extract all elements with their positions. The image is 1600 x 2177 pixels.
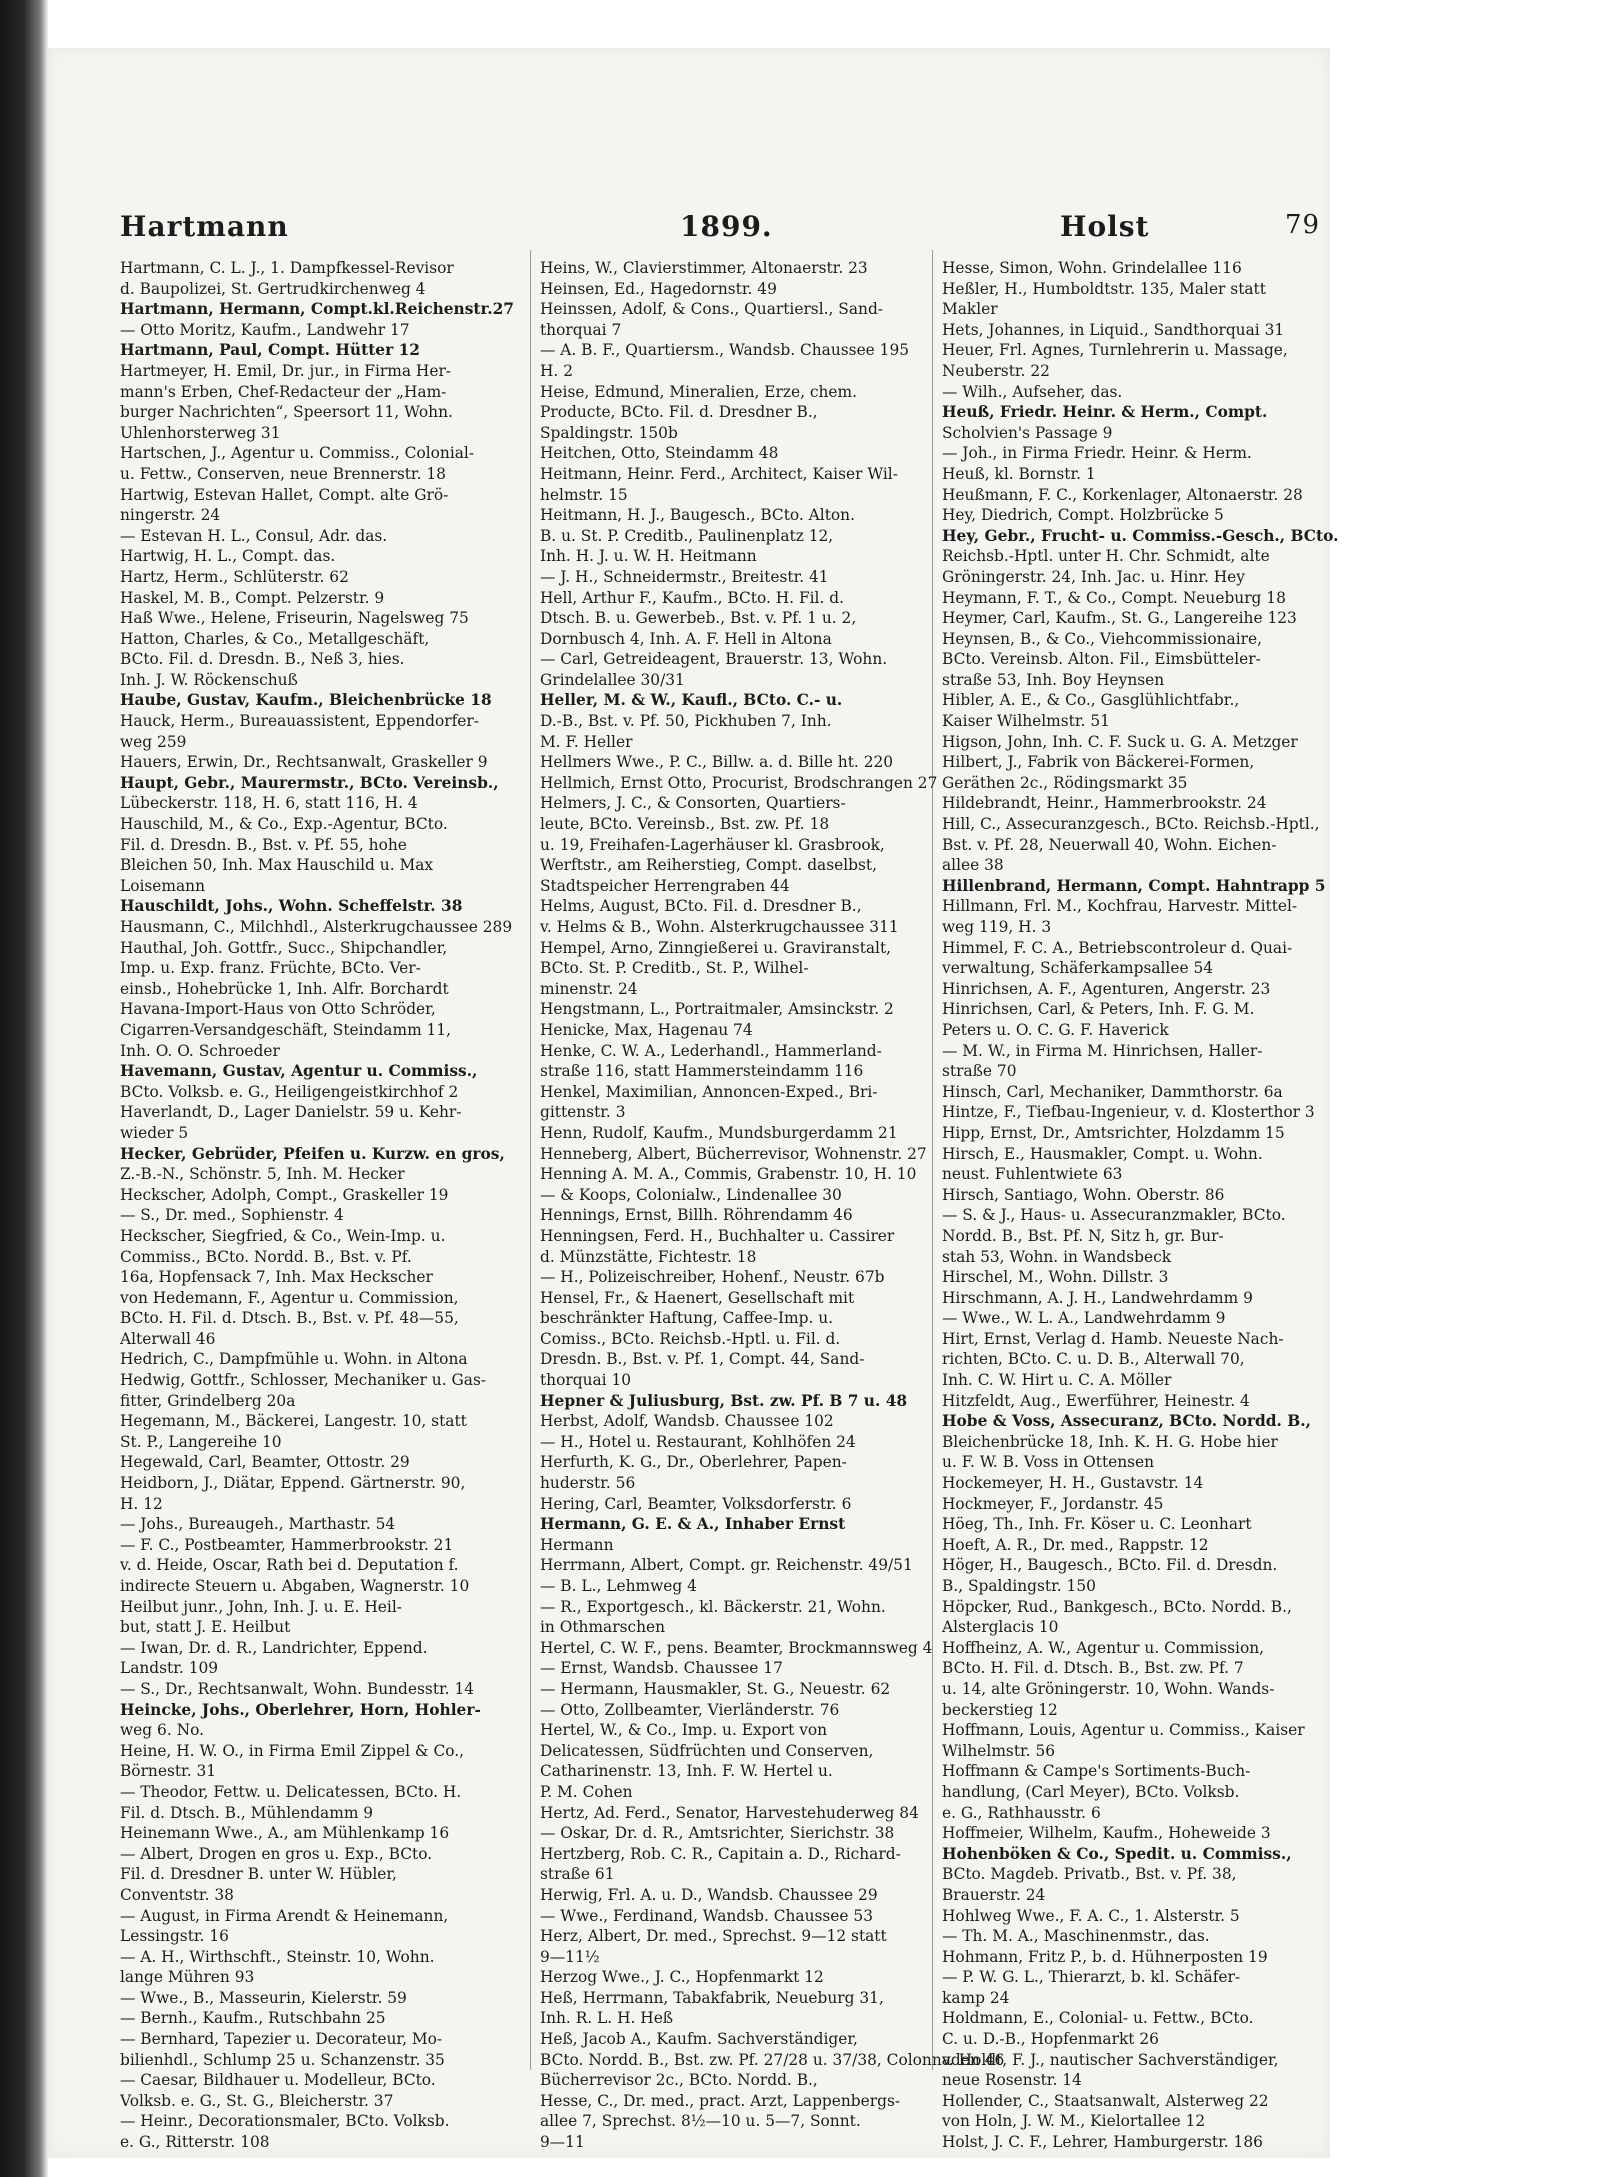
directory-entry-line: e. G., Rathhausstr. 6: [942, 1803, 1101, 1822]
directory-entry-line: Heymann, F. T., & Co., Compt. Neueburg 18: [942, 588, 1286, 607]
directory-entry-line: Alsterglacis 10: [942, 1618, 1059, 1637]
directory-entry-line: Higson, John, Inh. C. F. Suck u. G. A. Metzger: [942, 732, 1298, 751]
directory-entry-line: Hoffmann, Louis, Agentur u. Commiss., Kaiser: [942, 1721, 1305, 1740]
directory-entry-line: Commiss., BCto. Nordd. B., Bst. v. Pf.: [120, 1247, 412, 1266]
directory-entry-line: Spaldingstr. 150b: [540, 423, 678, 442]
directory-entry-line: mann's Erben, Chef-Redacteur der „Ham-: [120, 382, 447, 401]
directory-entry-line: Heidborn, J., Diätar, Eppend. Gärtnerstr. 90,: [120, 1474, 466, 1493]
directory-entry-line: kamp 24: [942, 1988, 1010, 2007]
directory-entry-line: Haverlandt, D., Lager Danielstr. 59 u. Kehr-: [120, 1103, 462, 1122]
directory-entry-line: Z.-B.-N., Schönstr. 5, Inh. M. Hecker: [120, 1165, 405, 1184]
header-year: 1899.: [680, 210, 773, 243]
directory-entry-line: Henn, Rudolf, Kaufm., Mundsburgerdamm 21: [540, 1123, 898, 1142]
directory-entry-line: Heß, Jacob A., Kaufm. Sachverständiger,: [540, 2030, 858, 2049]
directory-entry-line: u. 14, alte Gröningerstr. 10, Wohn. Wands-: [942, 1679, 1275, 1698]
directory-entry-line: in Othmarschen: [540, 1618, 666, 1637]
directory-entry-line: Grindelallee 30/31: [540, 670, 685, 689]
directory-entry-line: — H., Hotel u. Restaurant, Kohlhöfen 24: [540, 1432, 856, 1451]
directory-entry-line: Hillenbrand, Hermann, Compt. Hahntrapp 5: [942, 876, 1326, 895]
directory-entry-line: u. F. W. B. Voss in Ottensen: [942, 1453, 1155, 1472]
directory-entry-line: u. 19, Freihafen-Lagerhäuser kl. Grasbrook,: [540, 835, 885, 854]
directory-entry-line: Hets, Johannes, in Liquid., Sandthorquai 31: [942, 320, 1285, 339]
directory-entry-line: — F. C., Postbeamter, Hammerbrookstr. 21: [120, 1535, 454, 1554]
directory-entry-line: Hockmeyer, F., Jordanstr. 45: [942, 1494, 1164, 1513]
directory-entry-line: BCto. Nordd. B., Bst. zw. Pf. 27/28 u. 37/38, Colonnaden 46: [540, 2050, 1005, 2069]
directory-entry-line: Inh. H. J. u. W. H. Heitmann: [540, 547, 757, 566]
directory-entry-line: thorquai 7: [540, 320, 622, 339]
directory-entry-line: Hecker, Gebrüder, Pfeifen u. Kurzw. en gros,: [120, 1144, 505, 1163]
directory-entry-line: — Albert, Drogen en gros u. Exp., BCto.: [120, 1844, 433, 1863]
directory-entry-line: — Otto Moritz, Kaufm., Landwehr 17: [120, 320, 410, 339]
directory-entry-line: Inh. O. O. Schroeder: [120, 1041, 280, 1060]
directory-entry-line: Hinrichsen, A. F., Agenturen, Angerstr. 23: [942, 979, 1271, 998]
directory-entry-line: Heckscher, Siegfried, & Co., Wein-Imp. u.: [120, 1226, 446, 1245]
directory-entry-line: Hartz, Herm., Schlüterstr. 62: [120, 567, 349, 586]
scan-left-edge: [0, 0, 48, 2177]
directory-entry-line: B. u. St. P. Creditb., Paulinenplatz 12,: [540, 526, 834, 545]
header-first-name: Hartmann: [120, 210, 289, 243]
directory-entry-line: indirecte Steuern u. Abgaben, Wagnerstr. 10: [120, 1577, 470, 1595]
directory-entry-line: P. M. Cohen: [540, 1782, 633, 1801]
directory-entry-line: Gröningerstr. 24, Inh. Jac. u. Hinr. Hey: [942, 567, 1245, 586]
directory-entry-line: — J. H., Schneidermstr., Breitestr. 41: [540, 567, 829, 586]
directory-entry-line: — Wilh., Aufseher, das.: [942, 382, 1123, 401]
directory-entry-line: Hobe & Voss, Assecuranz, BCto. Nordd. B.,: [942, 1412, 1311, 1431]
directory-entry-line: Stadtspeicher Herrengraben 44: [540, 876, 790, 895]
directory-entry-line: Henicke, Max, Hagenau 74: [540, 1020, 753, 1039]
directory-entry-line: Hauck, Herm., Bureauassistent, Eppendorfer-: [120, 712, 479, 731]
directory-entry-line: Lübeckerstr. 118, H. 6, statt 116, H. 4: [120, 794, 418, 813]
directory-entry-line: Hengstmann, L., Portraitmaler, Amsinckstr. 2: [540, 1000, 894, 1019]
directory-entry-line: d. Baupolizei, St. Gertrudkirchenweg 4: [120, 279, 426, 298]
directory-entry-line: Landstr. 109: [120, 1659, 219, 1678]
directory-entry-line: BCto. H. Fil. d. Dtsch. B., Bst. v. Pf. 48—55,: [120, 1309, 459, 1328]
directory-entry-line: wieder 5: [120, 1123, 189, 1142]
directory-entry-line: Hohmann, Fritz P., b. d. Hühnerposten 19: [942, 1947, 1268, 1966]
directory-entry-line: straße 61: [540, 1865, 615, 1884]
directory-entry-line: von Hedemann, F., Agentur u. Commission,: [120, 1288, 459, 1307]
directory-entry-line: Hitzfeldt, Aug., Ewerführer, Heinestr. 4: [942, 1391, 1250, 1410]
directory-entry-line: Börnestr. 31: [120, 1762, 217, 1781]
directory-entry-line: Scholvien's Passage 9: [942, 423, 1113, 442]
directory-entry-line: Hatton, Charles, & Co., Metallgeschäft,: [120, 629, 430, 648]
directory-entry-line: Henningsen, Ferd. H., Buchhalter u. Cassirer: [540, 1226, 895, 1245]
directory-entry-line: Henkel, Maximilian, Annoncen-Exped., Bri-: [540, 1082, 878, 1101]
directory-entry-line: Hartmann, Hermann, Compt.kl.Reichenstr.27: [120, 300, 514, 319]
directory-entry-line: Delicatessen, Südfrüchten und Conserven,: [540, 1741, 874, 1760]
directory-entry-line: minenstr. 24: [540, 979, 638, 998]
directory-entry-line: Heß, Herrmann, Tabakfabrik, Neueburg 31,: [540, 1988, 884, 2007]
directory-entry-line: Heßler, H., Humboldtstr. 135, Maler statt: [942, 279, 1266, 298]
directory-entry-line: neust. Fuhlentwiete 63: [942, 1165, 1123, 1184]
directory-entry-line: — Wwe., B., Masseurin, Kielerstr. 59: [120, 1988, 407, 2007]
directory-entry-line: Heise, Edmund, Mineralien, Erze, chem.: [540, 382, 857, 401]
directory-entry-line: BCto. Vereinsb. Alton. Fil., Eimsbütteler-: [942, 650, 1261, 669]
directory-entry-line: fitter, Grindelberg 20a: [120, 1391, 296, 1410]
directory-entry-line: Hesse, Simon, Wohn. Grindelallee 116: [942, 259, 1242, 277]
directory-entry-line: Heins, W., Clavierstimmer, Altonaerstr. 23: [540, 259, 868, 277]
directory-entry-line: Conventstr. 38: [120, 1885, 234, 1904]
directory-entry-line: v. d. Heide, Oscar, Rath bei d. Deputation f.: [120, 1556, 459, 1575]
directory-entry-line: Henneberg, Albert, Bücherrevisor, Wohnenstr. 27: [540, 1144, 927, 1163]
scan-right-margin: [1330, 0, 1600, 2177]
directory-entry-line: Hoffmeier, Wilhelm, Kaufm., Hoheweide 3: [942, 1824, 1271, 1843]
directory-entry-line: helmstr. 15: [540, 485, 628, 504]
directory-entry-line: Heinssen, Adolf, & Cons., Quartiersl., Sand-: [540, 300, 883, 319]
directory-entry-line: Lessingstr. 16: [120, 1927, 229, 1946]
directory-entry-line: Hellmich, Ernst Otto, Procurist, Brodschrangen 27: [540, 773, 938, 792]
directory-entry-line: Helms, August, BCto. Fil. d. Dresdner B.,: [540, 897, 862, 916]
directory-entry-line: u. Fettw., Conserven, neue Brennerstr. 18: [120, 464, 446, 483]
directory-entry-line: Herrmann, Albert, Compt. gr. Reichenstr. 49/51: [540, 1556, 913, 1575]
directory-entry-line: Hartmann, C. L. J., 1. Dampfkessel-Revisor: [120, 259, 454, 277]
directory-entry-line: beckerstieg 12: [942, 1700, 1058, 1719]
directory-entry-line: 9—11: [540, 2133, 585, 2152]
directory-entry-line: Hensel, Fr., & Haenert, Gesellschaft mit: [540, 1288, 855, 1307]
directory-entry-line: Dtsch. B. u. Gewerbeb., Bst. v. Pf. 1 u. 2,: [540, 609, 857, 628]
directory-entry-line: Helmers, J. C., & Consorten, Quartiers-: [540, 794, 846, 813]
directory-entry-line: Hinsch, Carl, Mechaniker, Dammthorstr. 6a: [942, 1082, 1283, 1101]
directory-entry-line: Dresdn. B., Bst. v. Pf. 1, Compt. 44, Sand-: [540, 1350, 865, 1369]
directory-entry-line: Hartschen, J., Agentur u. Commiss., Colonial-: [120, 444, 475, 463]
directory-entry-line: Wilhelmstr. 56: [942, 1741, 1056, 1760]
column-divider: [530, 250, 531, 2070]
directory-entry-line: Hertel, C. W. F., pens. Beamter, Brockmannsweg 4: [540, 1638, 933, 1657]
directory-column-left: [120, 258, 530, 2152]
directory-entry-line: — M. W., in Firma M. Hinrichsen, Haller-: [942, 1041, 1263, 1060]
directory-entry-line: Höeg, Th., Inh. Fr. Köser u. C. Leonhart: [942, 1515, 1252, 1534]
directory-entry-line: Herzog Wwe., J. C., Hopfenmarkt 12: [540, 1968, 824, 1987]
directory-entry-line: — P. W. G. L., Thierarzt, b. kl. Schäfer-: [942, 1968, 1241, 1987]
directory-entry-line: Heitmann, H. J., Baugesch., BCto. Alton.: [540, 506, 855, 525]
directory-entry-line: Hauschild, M., & Co., Exp.-Agentur, BCto.: [120, 815, 448, 834]
directory-entry-line: — H., Polizeischreiber, Hohenf., Neustr. 67b: [540, 1268, 885, 1287]
directory-entry-line: beschränkter Haftung, Caffee-Imp. u.: [540, 1309, 834, 1328]
directory-entry-line: Hipp, Ernst, Dr., Amtsrichter, Holzdamm 15: [942, 1123, 1285, 1142]
directory-entry-line: Hirsch, Santiago, Wohn. Oberstr. 86: [942, 1185, 1225, 1204]
directory-entry-line: Fil. d. Dtsch. B., Mühlendamm 9: [120, 1803, 374, 1822]
directory-entry-line: Alterwall 46: [120, 1329, 216, 1348]
directory-entry-line: Fil. d. Dresdn. B., Bst. v. Pf. 55, hohe: [120, 835, 407, 854]
directory-entry-line: Hellmers Wwe., P. C., Billw. a. d. Bille ht. 220: [540, 753, 894, 772]
directory-entry-line: H. 2: [540, 361, 573, 380]
directory-entry-line: Hockemeyer, H. H., Gustavstr. 14: [942, 1474, 1204, 1493]
directory-entry-line: Herbst, Adolf, Wandsb. Chaussee 102: [540, 1412, 834, 1431]
directory-entry-line: Hauers, Erwin, Dr., Rechtsanwalt, Graskeller 9: [120, 753, 488, 772]
directory-entry-line: Heine, H. W. O., in Firma Emil Zippel & Co.,: [120, 1741, 465, 1760]
directory-entry-line: allee 7, Sprechst. 8½—10 u. 5—7, Sonnt.: [540, 2112, 861, 2131]
directory-entry-line: Heuer, Frl. Agnes, Turnlehrerin u. Massage,: [942, 341, 1288, 360]
directory-entry-line: BCto. St. P. Creditb., St. P., Wilhel-: [540, 959, 809, 978]
directory-entry-line: neue Rosenstr. 14: [942, 2071, 1082, 2090]
directory-entry-line: Havemann, Gustav, Agentur u. Commiss.,: [120, 1062, 478, 1081]
directory-entry-line: Holdmann, E., Colonial- u. Fettw., BCto.: [942, 2009, 1254, 2028]
directory-entry-line: Hertz, Ad. Ferd., Senator, Harvestehuderweg 84: [540, 1803, 919, 1822]
directory-entry-line: — Bernhard, Tapezier u. Decorateur, Mo-: [120, 2030, 443, 2049]
directory-entry-line: straße 70: [942, 1062, 1017, 1081]
directory-entry-line: Fil. d. Dresdner B. unter W. Hübler,: [120, 1865, 397, 1884]
directory-entry-line: — B. L., Lehmweg 4: [540, 1577, 697, 1595]
directory-entry-line: Hartwig, H. L., Compt. das.: [120, 547, 336, 566]
directory-entry-line: Uhlenhorsterweg 31: [120, 423, 281, 442]
directory-entry-line: Hartwig, Estevan Hallet, Compt. alte Grö-: [120, 485, 449, 504]
directory-entry-line: — Joh., in Firma Friedr. Heinr. & Herm.: [942, 444, 1252, 463]
directory-entry-line: Hering, Carl, Beamter, Volksdorferstr. 6: [540, 1494, 852, 1513]
directory-entry-line: handlung, (Carl Meyer), BCto. Volksb.: [942, 1782, 1240, 1801]
directory-entry-line: 16a, Hopfensack 7, Inh. Max Heckscher: [120, 1268, 433, 1287]
directory-entry-line: Heincke, Johs., Oberlehrer, Horn, Hohler-: [120, 1700, 481, 1719]
directory-entry-line: Hollender, C., Staatsanwalt, Alsterweg 22: [942, 2091, 1269, 2110]
directory-entry-line: Neuberstr. 22: [942, 361, 1050, 380]
directory-entry-line: C. u. D.-B., Hopfenmarkt 26: [942, 2030, 1159, 2049]
directory-entry-line: — S., Dr., Rechtsanwalt, Wohn. Bundesstr. 14: [120, 1679, 475, 1698]
directory-entry-line: — Estevan H. L., Consul, Adr. das.: [120, 526, 388, 545]
directory-entry-line: Hepner & Juliusburg, Bst. zw. Pf. B 7 u. 48: [540, 1391, 908, 1410]
directory-entry-line: Holst, J. C. F., Lehrer, Hamburgerstr. 186: [942, 2133, 1263, 2152]
directory-entry-line: einsb., Hohebrücke 1, Inh. Alfr. Borchardt: [120, 979, 449, 998]
directory-entry-line: Hildebrandt, Heinr., Hammerbrookstr. 24: [942, 794, 1267, 813]
directory-entry-line: Hill, C., Assecuranzgesch., BCto. Reichsb.-Hptl.,: [942, 815, 1320, 834]
directory-entry-line: Imp. u. Exp. franz. Früchte, BCto. Ver-: [120, 959, 421, 978]
directory-entry-line: bilienhdl., Schlump 25 u. Schanzenstr. 35: [120, 2050, 445, 2069]
directory-entry-line: Henke, C. W. A., Lederhandl., Hammerland-: [540, 1041, 882, 1060]
directory-entry-line: Heynsen, B., & Co., Viehcommissionaire,: [942, 629, 1263, 648]
directory-entry-line: Hohlweg Wwe., F. A. C., 1. Alsterstr. 5: [942, 1906, 1240, 1925]
directory-entry-line: Nordd. B., Bst. Pf. N, Sitz h, gr. Bur-: [942, 1226, 1224, 1245]
directory-entry-line: Henning A. M. A., Commis, Grabenstr. 10, H. 10: [540, 1165, 917, 1184]
directory-entry-line: weg 6. No.: [120, 1721, 204, 1740]
directory-entry-line: Hausmann, C., Milchhdl., Alsterkrugchaussee 289: [120, 918, 513, 936]
directory-entry-line: Bücherrevisor 2c., BCto. Nordd. B.,: [540, 2071, 818, 2090]
page-header: [120, 210, 1320, 250]
directory-entry-line: Makler: [942, 300, 998, 319]
directory-entry-line: Haupt, Gebr., Maurermstr., BCto. Vereinsb.,: [120, 773, 499, 792]
directory-entry-line: Hermann, G. E. & A., Inhaber Ernst: [540, 1515, 846, 1534]
directory-entry-line: Geräthen 2c., Rödingsmarkt 35: [942, 773, 1188, 792]
directory-entry-line: Producte, BCto. Fil. d. Dresdner B.,: [540, 403, 818, 422]
directory-entry-line: Catharinenstr. 13, Inh. F. W. Hertel u.: [540, 1762, 833, 1781]
directory-entry-line: Heußmann, F. C., Korkenlager, Altonaerstr. 28: [942, 485, 1303, 504]
directory-entry-line: Hirschmann, A. J. H., Landwehrdamm 9: [942, 1288, 1253, 1307]
directory-entry-line: — Otto, Zollbeamter, Vierländerstr. 76: [540, 1700, 840, 1719]
directory-entry-line: Hoeft, A. R., Dr. med., Rappstr. 12: [942, 1535, 1209, 1554]
directory-entry-line: Hinrichsen, Carl, & Peters, Inh. F. G. M.: [942, 1000, 1255, 1019]
directory-entry-line: Brauerstr. 24: [942, 1885, 1046, 1904]
directory-column-right: [942, 258, 1352, 2152]
directory-entry-line: Loisemann: [120, 876, 206, 895]
page-number: 79: [1285, 210, 1321, 240]
directory-entry-line: Hesse, C., Dr. med., pract. Arzt, Lappenbergs-: [540, 2091, 901, 2110]
directory-entry-line: Hirt, Ernst, Verlag d. Hamb. Neueste Nach-: [942, 1329, 1284, 1348]
directory-entry-line: Haß Wwe., Helene, Friseurin, Nagelsweg 75: [120, 609, 469, 628]
directory-entry-line: Dornbusch 4, Inh. A. F. Hell in Altona: [540, 629, 832, 648]
directory-entry-line: — Heinr., Decorationsmaler, BCto. Volksb.: [120, 2112, 450, 2131]
directory-entry-line: Hartmann, Paul, Compt. Hütter 12: [120, 341, 420, 360]
directory-entry-line: Himmel, F. C. A., Betriebscontroleur d. Quai-: [942, 938, 1293, 957]
directory-entry-line: Hintze, F., Tiefbau-Ingenieur, v. d. Klosterthor 3: [942, 1103, 1315, 1122]
directory-entry-line: Heinsen, Ed., Hagedornstr. 49: [540, 279, 777, 298]
directory-entry-line: Hey, Gebr., Frucht- u. Commiss.-Gesch., BCto.: [942, 526, 1339, 545]
directory-entry-line: — & Koops, Colonialw., Lindenallee 30: [540, 1185, 842, 1204]
directory-entry-line: Hempel, Arno, Zinngießerei u. Graviranstalt,: [540, 938, 892, 957]
directory-entry-line: — Johs., Bureaugeh., Marthastr. 54: [120, 1515, 396, 1534]
directory-entry-line: but, statt J. E. Heilbut: [120, 1618, 291, 1637]
directory-entry-line: D.-B., Bst. v. Pf. 50, Pickhuben 7, Inh.: [540, 712, 832, 731]
directory-entry-line: Bleichenbrücke 18, Inh. K. H. G. Hobe hier: [942, 1432, 1278, 1451]
directory-entry-line: — August, in Firma Arendt & Heinemann,: [120, 1906, 449, 1925]
directory-entry-line: Herz, Albert, Dr. med., Sprechst. 9—12 statt: [540, 1927, 887, 1946]
directory-entry-line: Heymer, Carl, Kaufm., St. G., Langereihe 123: [942, 609, 1297, 628]
directory-entry-line: Heckscher, Adolph, Compt., Graskeller 19: [120, 1185, 449, 1204]
directory-entry-line: Hell, Arthur F., Kaufm., BCto. H. Fil. d.: [540, 588, 844, 607]
directory-entry-line: — Oskar, Dr. d. R., Amtsrichter, Sierichstr. 38: [540, 1824, 895, 1843]
directory-entry-line: straße 116, statt Hammersteindamm 116: [540, 1062, 864, 1081]
directory-entry-line: Reichsb.-Hptl. unter H. Chr. Schmidt, alte: [942, 547, 1270, 566]
directory-entry-line: — Caesar, Bildhauer u. Modelleur, BCto.: [120, 2071, 436, 2090]
directory-entry-line: leute, BCto. Vereinsb., Bst. zw. Pf. 18: [540, 815, 830, 834]
directory-entry-line: Hartmeyer, H. Emil, Dr. jur., in Firma Her-: [120, 361, 452, 380]
directory-entry-line: Hirsch, E., Hausmakler, Compt. u. Wohn.: [942, 1144, 1263, 1163]
directory-entry-line: allee 38: [942, 856, 1004, 875]
directory-entry-line: Hibler, A. E., & Co., Gasglühlichtfabr.,: [942, 691, 1240, 710]
header-last-name: Holst: [1060, 210, 1150, 243]
directory-entry-line: BCto. H. Fil. d. Dtsch. B., Bst. zw. Pf. 7: [942, 1659, 1244, 1678]
directory-entry-line: richten, BCto. C. u. D. B., Alterwall 70,: [942, 1350, 1245, 1369]
directory-entry-line: huderstr. 56: [540, 1474, 636, 1493]
directory-entry-line: Hoffheinz, A. W., Agentur u. Commission,: [942, 1638, 1265, 1657]
directory-entry-line: Peters u. O. C. G. F. Haverick: [942, 1020, 1169, 1039]
directory-entry-line: Volksb. e. G., St. G., Bleicherstr. 37: [120, 2091, 394, 2110]
directory-entry-line: Hohenböken & Co., Spedit. u. Commiss.,: [942, 1844, 1292, 1863]
directory-entry-line: Werftstr., am Reiherstieg, Compt. daselbst,: [540, 856, 877, 875]
directory-entry-line: — A. H., Wirthschft., Steinstr. 10, Wohn.: [120, 1947, 435, 1966]
directory-entry-line: Höpcker, Rud., Bankgesch., BCto. Nordd. B.,: [942, 1597, 1292, 1616]
directory-entry-line: Heitchen, Otto, Steindamm 48: [540, 444, 779, 463]
directory-entry-line: weg 119, H. 3: [942, 918, 1052, 936]
directory-entry-line: Heller, M. & W., Kaufl., BCto. C.- u.: [540, 691, 843, 710]
directory-entry-line: Inh. J. W. Röckenschuß: [120, 670, 298, 689]
directory-entry-line: — Bernh., Kaufm., Rutschbahn 25: [120, 2009, 386, 2028]
directory-entry-line: d. Münzstätte, Fichtestr. 18: [540, 1247, 757, 1266]
directory-entry-line: Höger, H., Baugesch., BCto. Fil. d. Dresdn.: [942, 1556, 1278, 1575]
directory-entry-line: Bst. v. Pf. 28, Neuerwall 40, Wohn. Eichen-: [942, 835, 1277, 854]
directory-entry-line: Hoffmann & Campe's Sortiments-Buch-: [942, 1762, 1251, 1781]
directory-entry-line: Hegemann, M., Bäckerei, Langestr. 10, statt: [120, 1412, 467, 1431]
directory-entry-line: Hirschel, M., Wohn. Dillstr. 3: [942, 1268, 1169, 1287]
directory-entry-line: Hermann: [540, 1535, 614, 1554]
directory-entry-line: BCto. Magdeb. Privatb., Bst. v. Pf. 38,: [942, 1865, 1237, 1884]
directory-entry-line: Hey, Diedrich, Compt. Holzbrücke 5: [942, 506, 1224, 525]
directory-entry-line: Hertzberg, Rob. C. R., Capitain a. D., Richard-: [540, 1844, 901, 1863]
directory-entry-line: verwaltung, Schäferkampsallee 54: [942, 959, 1214, 978]
directory-entry-line: — A. B. F., Quartiersm., Wandsb. Chaussee 195: [540, 341, 910, 360]
directory-entry-line: Kaiser Wilhelmstr. 51: [942, 712, 1110, 731]
directory-entry-line: Hedrich, C., Dampfmühle u. Wohn. in Altona: [120, 1350, 468, 1369]
directory-entry-line: BCto. Volksb. e. G., Heiligengeistkirchhof 2: [120, 1082, 459, 1101]
directory-entry-line: — Wwe., Ferdinand, Wandsb. Chaussee 53: [540, 1906, 873, 1925]
directory-entry-line: Hillmann, Frl. M., Kochfrau, Harvestr. Mittel-: [942, 897, 1298, 916]
directory-entry-line: Hauschildt, Johs., Wohn. Scheffelstr. 38: [120, 897, 463, 916]
directory-entry-line: ningerstr. 24: [120, 506, 221, 525]
directory-entry-line: — Wwe., W. L. A., Landwehrdamm 9: [942, 1309, 1226, 1328]
directory-entry-line: gittenstr. 3: [540, 1103, 626, 1122]
directory-entry-line: Hennings, Ernst, Billh. Röhrendamm 46: [540, 1206, 853, 1225]
directory-entry-line: Hertel, W., & Co., Imp. u. Export von: [540, 1721, 828, 1740]
directory-entry-line: Heinemann Wwe., A., am Mühlenkamp 16: [120, 1824, 450, 1843]
directory-entry-line: — R., Exportgesch., kl. Bäckerstr. 21, Wohn.: [540, 1597, 886, 1616]
directory-entry-line: thorquai 10: [540, 1371, 632, 1390]
directory-entry-line: Haskel, M. B., Compt. Pelzerstr. 9: [120, 588, 385, 607]
directory-entry-line: — S., Dr. med., Sophienstr. 4: [120, 1206, 344, 1225]
directory-entry-line: e. G., Ritterstr. 108: [120, 2133, 270, 2152]
directory-entry-line: M. F. Heller: [540, 732, 633, 751]
directory-entry-line: von Holn, J. W. M., Kielortallee 12: [942, 2112, 1206, 2131]
directory-entry-line: — Th. M. A., Maschinenmstr., das.: [942, 1927, 1210, 1946]
directory-entry-line: 9—11½: [540, 1947, 600, 1966]
directory-entry-line: BCto. Fil. d. Dresdn. B., Neß 3, hies.: [120, 650, 405, 669]
directory-entry-line: straße 53, Inh. Boy Heynsen: [942, 670, 1165, 689]
directory-entry-line: Bleichen 50, Inh. Max Hauschild u. Max: [120, 856, 434, 875]
directory-entry-line: weg 259: [120, 732, 187, 751]
directory-entry-line: Comiss., BCto. Reichsb.-Hptl. u. Fil. d.: [540, 1329, 841, 1348]
directory-entry-line: burger Nachrichten“, Speersort 11, Wohn.: [120, 403, 453, 422]
directory-entry-line: — Theodor, Fettw. u. Delicatessen, BCto. H.: [120, 1782, 462, 1801]
directory-entry-line: B., Spaldingstr. 150: [942, 1577, 1096, 1595]
directory-entry-line: Hegewald, Carl, Beamter, Ottostr. 29: [120, 1453, 410, 1472]
directory-entry-line: St. P., Langereihe 10: [120, 1432, 282, 1451]
directory-entry-line: H. 12: [120, 1494, 163, 1513]
directory-entry-line: Heuß, kl. Bornstr. 1: [942, 464, 1096, 483]
directory-entry-line: stah 53, Wohn. in Wandsbeck: [942, 1247, 1172, 1266]
directory-entry-line: — Carl, Getreideagent, Brauerstr. 13, Wohn.: [540, 650, 888, 669]
directory-entry-line: Herfurth, K. G., Dr., Oberlehrer, Papen-: [540, 1453, 847, 1472]
directory-entry-line: Heilbut junr., John, Inh. J. u. E. Heil-: [120, 1597, 402, 1616]
directory-entry-line: Heitmann, Heinr. Ferd., Architect, Kaiser Wil-: [540, 464, 898, 483]
directory-entry-line: Cigarren-Versandgeschäft, Steindamm 11,: [120, 1020, 452, 1039]
directory-entry-line: — Ernst, Wandsb. Chaussee 17: [540, 1659, 783, 1678]
directory-entry-line: Havana-Import-Haus von Otto Schröder,: [120, 1000, 436, 1019]
directory-entry-line: — Hermann, Hausmakler, St. G., Neuestr. 62: [540, 1679, 891, 1698]
directory-entry-line: Inh. C. W. Hirt u. C. A. Möller: [942, 1371, 1172, 1390]
directory-entry-line: lange Mühren 93: [120, 1968, 255, 1987]
directory-entry-line: — Iwan, Dr. d. R., Landrichter, Eppend.: [120, 1638, 428, 1657]
directory-entry-line: v. Holdt, F. J., nautischer Sachverständiger,: [942, 2050, 1279, 2069]
directory-entry-line: v. Helms & B., Wohn. Alsterkrugchaussee 311: [540, 918, 899, 936]
directory-entry-line: Haube, Gustav, Kaufm., Bleichenbrücke 18: [120, 691, 492, 710]
directory-entry-line: Herwig, Frl. A. u. D., Wandsb. Chaussee 29: [540, 1885, 878, 1904]
directory-entry-line: — S. & J., Haus- u. Assecuranzmakler, BCto.: [942, 1206, 1286, 1225]
directory-entry-line: Heuß, Friedr. Heinr. & Herm., Compt.: [942, 403, 1268, 422]
directory-entry-line: Hilbert, J., Fabrik von Bäckerei-Formen,: [942, 753, 1255, 772]
directory-entry-line: Hedwig, Gottfr., Schlosser, Mechaniker u. Gas-: [120, 1371, 487, 1390]
directory-entry-line: Inh. R. L. H. Heß: [540, 2009, 674, 2028]
directory-entry-line: Hauthal, Joh. Gottfr., Succ., Shipchandler,: [120, 938, 448, 957]
